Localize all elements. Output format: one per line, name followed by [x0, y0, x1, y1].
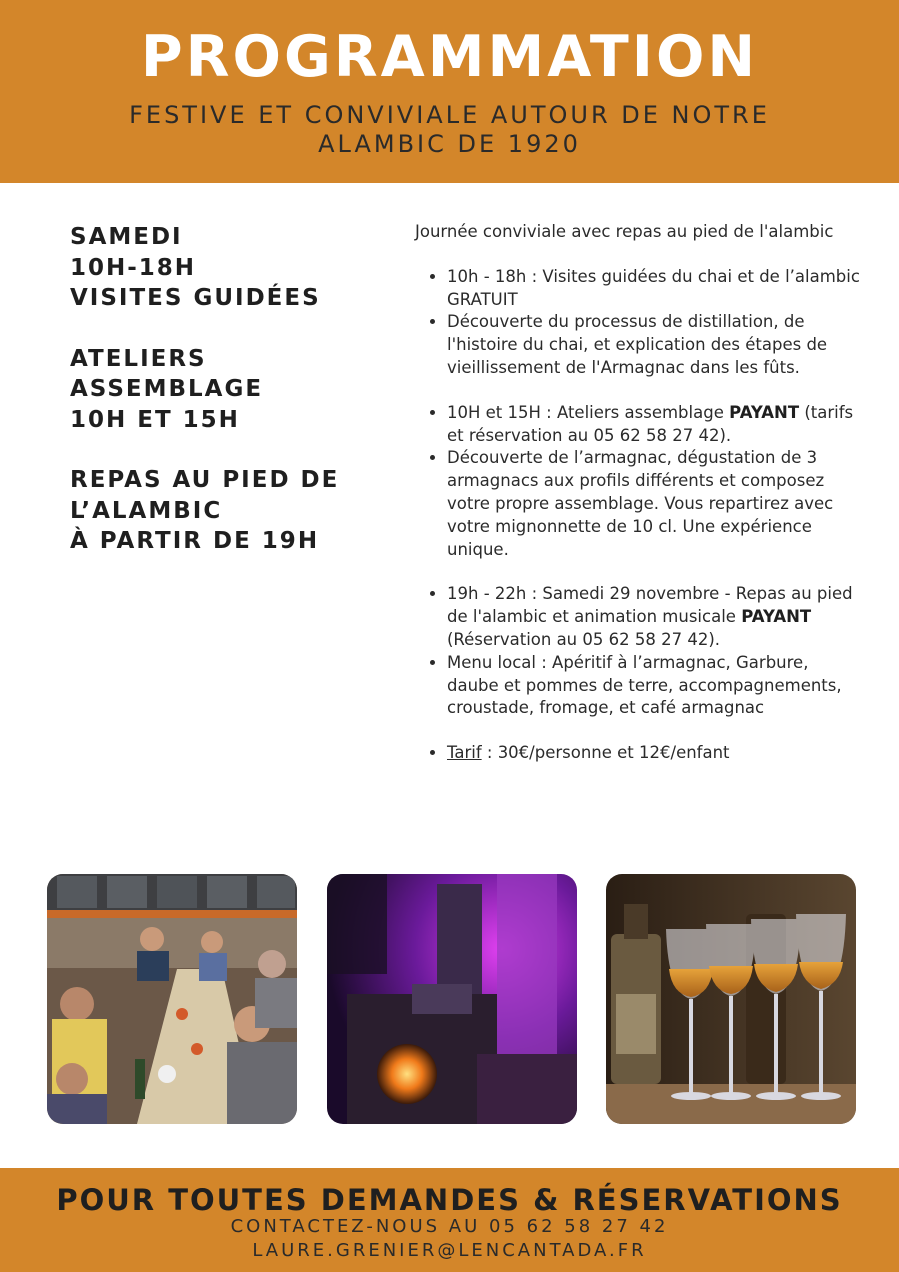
workshop-time-item — [447, 402, 865, 448]
program-details — [415, 221, 865, 787]
subtitle-line-1: FESTIVE ET CONVIVIALE AUTOUR DE NOTRE — [129, 101, 770, 129]
dinner-menu-item: • Menu local : Apéritif à l’armagnac, Garbure, daube et pommes de terre, accompagnements, croustade, fromage, et café armagnac — [447, 652, 865, 720]
schedule-visits: SAMEDI 10H-18H VISITES GUIDÉES — [70, 224, 321, 311]
visits-desc-item: • Découverte du processus de distillation, de l'histoire du chai, et explication des étapes de vieillissement de l'Armagnac dans les fûts. — [447, 311, 865, 379]
footer-phone: CONTACTEZ-NOUS AU 05 62 58 27 42 — [230, 1216, 669, 1237]
workshop-list — [415, 402, 865, 562]
header-banner — [0, 0, 899, 183]
footer-email[interactable]: LAURE.GRENIER@LENCANTADA.FR — [252, 1240, 647, 1261]
photo-dinner-table — [47, 874, 297, 1124]
page-subtitle — [0, 101, 899, 159]
tarif-label: Tarif — [447, 743, 482, 763]
tarif-value: : 30€/personne et 12€/enfant — [481, 743, 730, 763]
intro-text: Journée conviviale avec repas au pied de l'alambic — [415, 222, 834, 241]
footer-title: POUR TOUTES DEMANDES & RÉSERVATIONS — [56, 1183, 843, 1217]
schedule-summary — [70, 222, 370, 587]
workshop-paid-label: PAYANT — [729, 402, 800, 422]
dinner-reservation-text: (Réservation au 05 62 58 27 42). — [447, 629, 721, 649]
dinner-list — [415, 583, 865, 720]
visits-list — [415, 266, 865, 380]
dinner-time-item — [447, 583, 865, 651]
visits-time-item: • 10h - 18h : Visites guidées du chai et de l’alambic GRATUIT — [447, 266, 865, 312]
tarif-list — [415, 742, 865, 765]
schedule-dinner: REPAS AU PIED DE L’ALAMBIC À PARTIR DE 19H — [70, 467, 340, 554]
schedule-workshops: ATELIERS ASSEMBLAGE 10H ET 15H — [70, 345, 264, 433]
dinner-time-text: 19h - 22h : Samedi 29 novembre - Repas au pied de l'alambic et animation musicale — [447, 584, 853, 627]
tarif-item — [447, 742, 865, 765]
photo-alambic — [327, 874, 577, 1124]
workshop-reservation-text: (tarifs et réservation au 05 62 58 27 42). — [447, 402, 854, 445]
page-title: PROGRAMMATION — [140, 24, 759, 90]
workshop-time-text: 10H et 15H : Ateliers assemblage — [447, 402, 730, 422]
dinner-paid-label: PAYANT — [741, 607, 812, 627]
photo-armagnac-glasses — [606, 874, 856, 1124]
subtitle-line-2: ALAMBIC DE 1920 — [318, 130, 581, 158]
footer-banner — [0, 1168, 899, 1272]
workshop-desc-item: • Découverte de l’armagnac, dégustation de 3 armagnacs aux profils différents et composez votre propre assemblage. Vous repartirez avec votre mignonnette de 10 cl. Une expérience unique. — [447, 447, 865, 561]
